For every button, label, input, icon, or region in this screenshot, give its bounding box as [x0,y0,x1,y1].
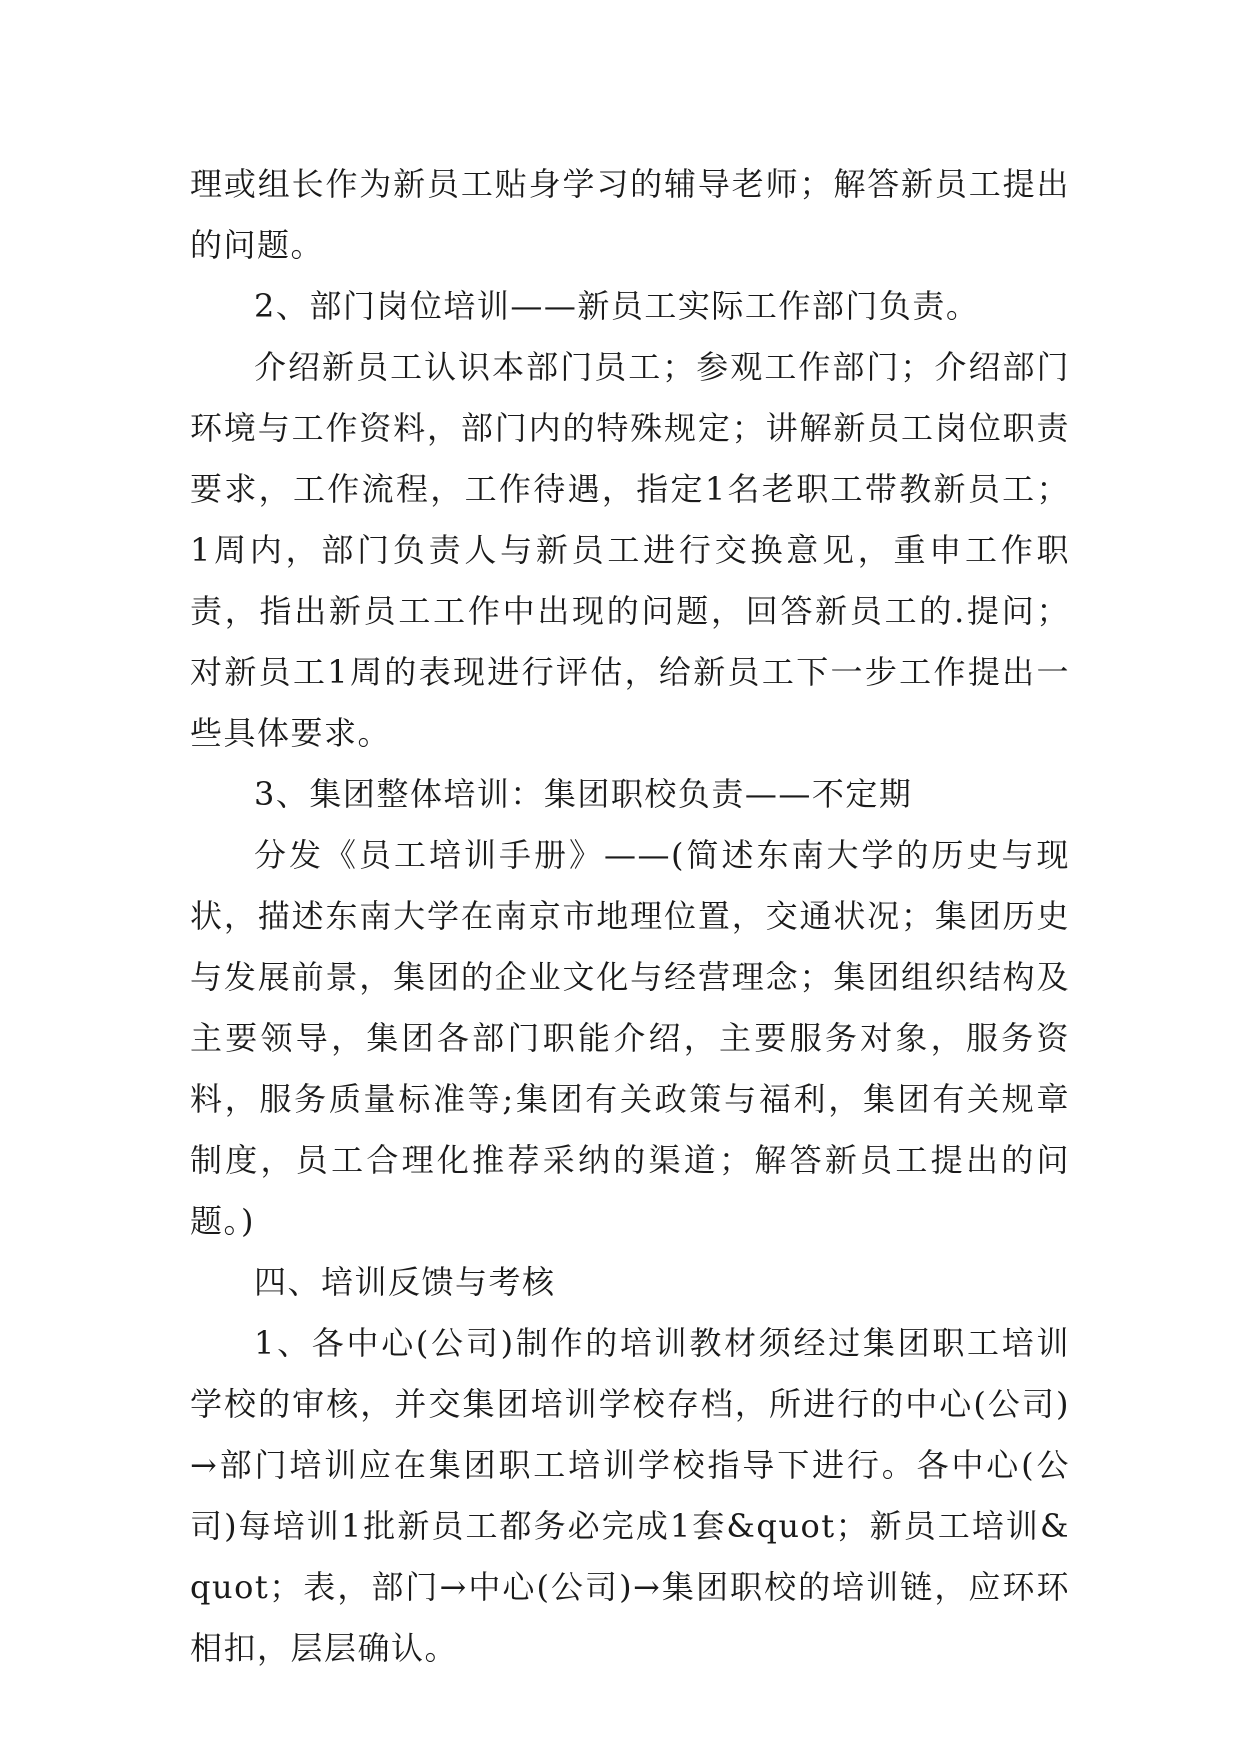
document-page [190,154,1070,1679]
paragraph-group-training-heading: 3、集团整体培训：集团职校负责——不定期 [254,775,913,813]
paragraph-dept-training-body: 介绍新员工认识本部门员工；参观工作部门；介绍部门环境与工作资料，部门内的特殊规定；讲解新员工岗位职责要求，工作流程，工作待遇，指定1名老职工带教新员工；1周内，部门负责人与新员工进行交换意见，重申工作职责，指出新员工工作中出现的问题，回答新员工的.提问；对新员工1周的表现进行评估，给新员工下一步工作提出一些具体要求。 [190,348,1070,752]
paragraph-feedback-body: 1、各中心(公司)制作的培训教材须经过集团职工培训学校的审核，并交集团培训学校存档，所进行的中心(公司)→部门培训应在集团职工培训学校指导下进行。各中心(公司)每培训1批新员工都务必完成1套&quot；新员工培训&quot；表，部门→中心(公司)→集团职校的培训链，应环环相扣，层层确认。 [190,1324,1070,1667]
paragraph-group-training-body: 分发《员工培训手册》——(简述东南大学的历史与现状，描述东南大学在南京市地理位置，交通状况；集团历史与发展前景，集团的企业文化与经营理念；集团组织结构及主要领导，集团各部门职能介绍，主要服务对象，服务资料，服务质量标准等;集团有关政策与福利，集团有关规章制度，员工合理化推荐采纳的渠道；解答新员工提出的问题。) [190,836,1070,1240]
paragraph-continuation: 理或组长作为新员工贴身学习的辅导老师；解答新员工提出的问题。 [190,165,1070,264]
paragraph-dept-training-heading: 2、部门岗位培训——新员工实际工作部门负责。 [254,287,980,325]
section-heading-feedback: 四、培训反馈与考核 [254,1263,556,1301]
